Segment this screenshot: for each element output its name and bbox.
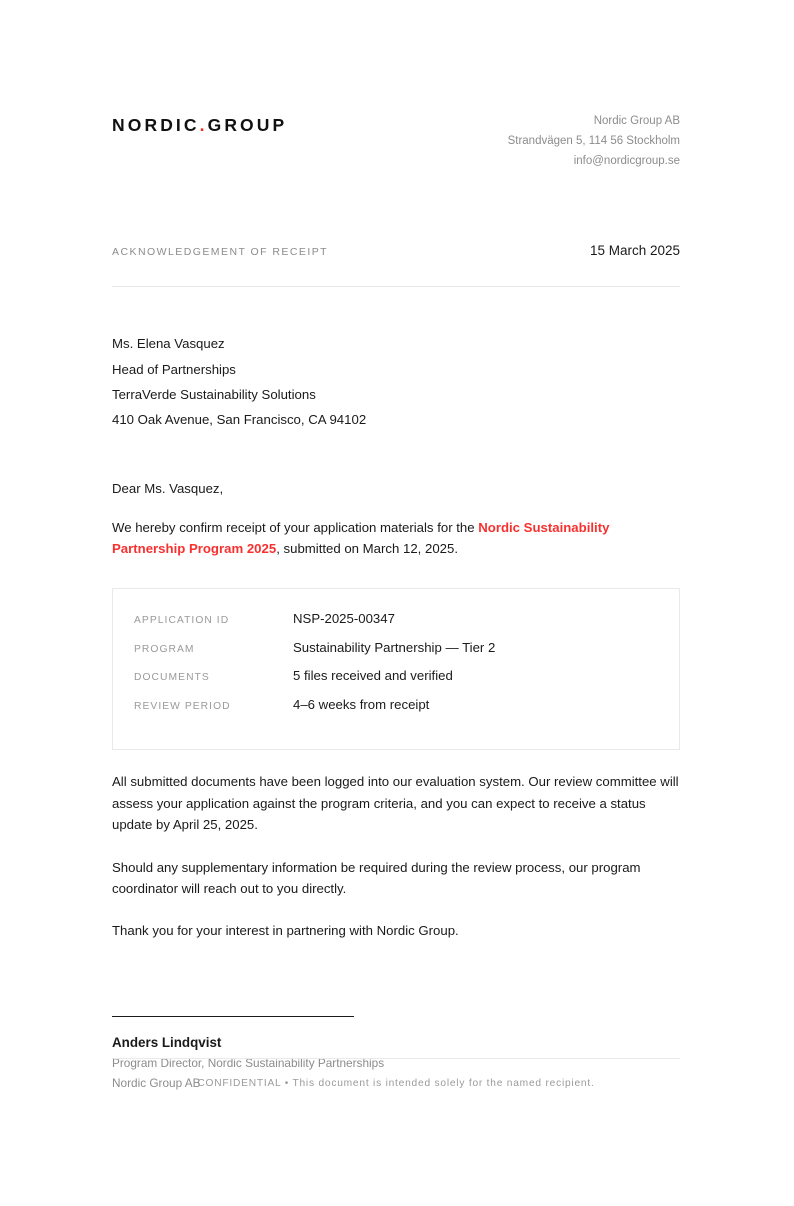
detail-row bbox=[113, 697, 679, 726]
company-email: info@nordicgroup.se bbox=[573, 154, 680, 167]
logo-dot-icon: . bbox=[199, 115, 208, 135]
signatory-title: Program Director, Nordic Sustainability Partnerships bbox=[112, 1055, 385, 1070]
logo-suffix-text: GROUP bbox=[207, 115, 288, 135]
detail-value: Sustainability Partnership — Tier 2 bbox=[293, 639, 496, 655]
body-paragraph-4: Thank you for your interest in partnering with Nordic Group. bbox=[112, 923, 459, 939]
program-name-highlight: Nordic Sustainability Partnership Program 2025 bbox=[112, 519, 610, 557]
document-content bbox=[112, 112, 680, 1093]
intro-paragraph bbox=[112, 517, 680, 560]
recipient-block bbox=[112, 331, 680, 432]
subject-row bbox=[112, 243, 680, 258]
logo-prefix-text: NORDIC bbox=[112, 115, 200, 135]
body-paragraph-2: All submitted documents have been logged into our evaluation system. Our review committee will assess your application against the program criteria, and you can expect to receive a status update by April 25, 2025. bbox=[112, 774, 679, 833]
detail-row bbox=[113, 640, 679, 669]
body-paragraph-3: Should any supplementary information be required during the review process, our program coordinator will reach out to you directly. bbox=[112, 859, 641, 896]
detail-value: 4–6 weeks from receipt bbox=[293, 696, 430, 712]
detail-label: APPLICATION ID bbox=[134, 615, 230, 627]
signature-rule bbox=[112, 1016, 354, 1017]
footer-divider bbox=[112, 1058, 680, 1059]
header-divider bbox=[112, 286, 680, 287]
detail-label: REVIEW PERIOD bbox=[134, 700, 231, 712]
confidentiality-notice: CONFIDENTIAL • This document is intended solely for the named recipient. bbox=[197, 1078, 595, 1089]
recipient-address: 410 Oak Avenue, San Francisco, CA 94102 bbox=[112, 412, 367, 428]
document-footer bbox=[112, 1058, 680, 1089]
company-address: Strandvägen 5, 114 56 Stockholm bbox=[507, 134, 680, 147]
document-date: 15 March 2025 bbox=[589, 243, 680, 259]
recipient-organization: TerraVerde Sustainability Solutions bbox=[112, 386, 316, 402]
detail-value: 5 files received and verified bbox=[293, 668, 453, 684]
letterhead bbox=[112, 112, 680, 171]
detail-row bbox=[113, 668, 679, 697]
document-type-label: ACKNOWLEDGEMENT OF RECEIPT bbox=[112, 246, 329, 259]
detail-label: DOCUMENTS bbox=[134, 672, 210, 684]
signatory-company: Nordic Group AB bbox=[112, 1076, 201, 1091]
recipient-name: Ms. Elena Vasquez bbox=[112, 336, 225, 352]
signatory-name: Anders Lindqvist bbox=[112, 1034, 222, 1050]
company-contact-block bbox=[508, 112, 680, 171]
detail-row bbox=[113, 611, 679, 640]
salutation: Dear Ms. Vasquez, bbox=[112, 480, 224, 496]
intro-text-before: We hereby confirm receipt of your application materials for the bbox=[112, 519, 479, 535]
company-name: Nordic Group AB bbox=[593, 115, 680, 127]
company-logo bbox=[112, 112, 287, 135]
application-details-box bbox=[112, 588, 680, 750]
detail-label: PROGRAM bbox=[134, 643, 195, 655]
intro-text-after: , submitted on March 12, 2025. bbox=[276, 541, 458, 557]
detail-value: NSP-2025-00347 bbox=[293, 611, 395, 627]
recipient-title: Head of Partnerships bbox=[112, 361, 236, 377]
